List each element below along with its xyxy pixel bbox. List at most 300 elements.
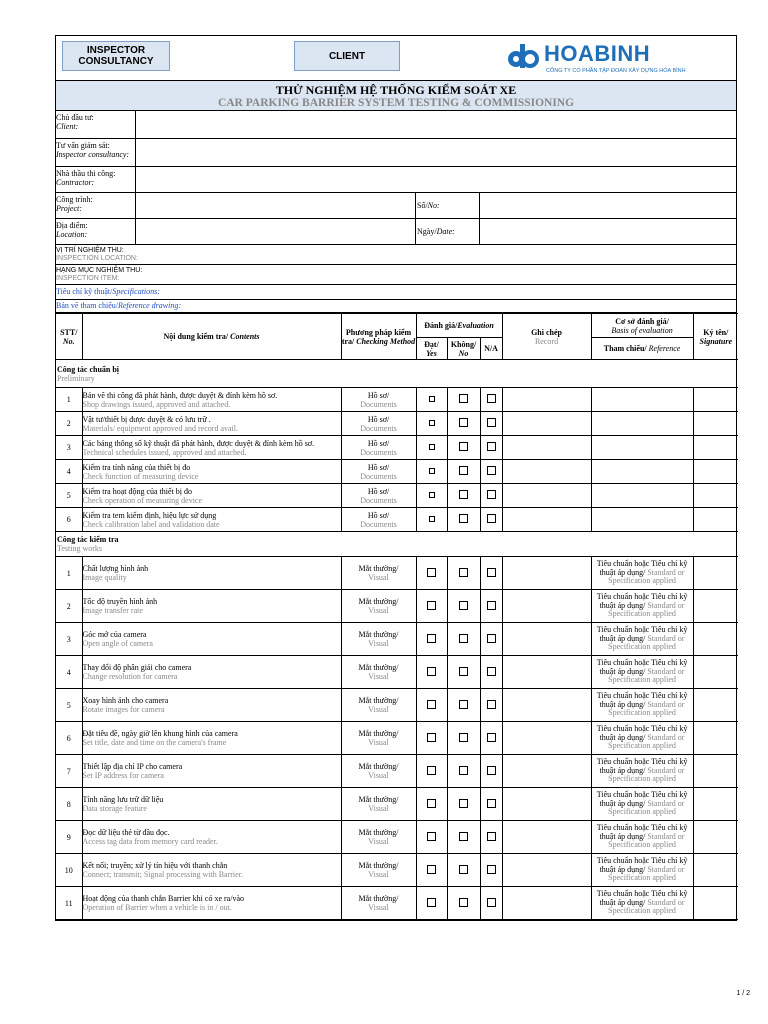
- yes-checkbox-cell: [416, 887, 447, 920]
- signature-vn: Ký tên/: [703, 327, 729, 337]
- reference-text: Tiêu chuẩn hoặc Tiêu chí kỹ thuật áp dụng/: [596, 691, 688, 709]
- section-preliminary: [56, 360, 738, 388]
- row-number: 3: [56, 436, 82, 460]
- form-header: [56, 36, 736, 81]
- yes-checkbox-cell: [416, 388, 447, 412]
- no-checkbox-cell: [447, 788, 480, 821]
- signature-cell[interactable]: [693, 508, 738, 532]
- reference-text: Tiêu chuẩn hoặc Tiêu chí kỹ thuật áp dụng/: [596, 790, 688, 808]
- no-checkbox-cell: [447, 821, 480, 854]
- reference-cell: [591, 460, 693, 484]
- no-checkbox-cell: [447, 854, 480, 887]
- row-number: 7: [56, 755, 82, 788]
- row-method-en: Visual: [368, 870, 389, 879]
- na-checkbox-cell: [480, 821, 502, 854]
- yes-checkbox-cell: [416, 557, 447, 590]
- no-checkbox[interactable]: [459, 766, 468, 775]
- row-content-vn: Tốc độ truyền hình ảnh: [82, 597, 158, 606]
- row-method-vn: Mắt thường/: [358, 828, 399, 837]
- no-checkbox-cell: [447, 590, 480, 623]
- signature-cell[interactable]: [693, 460, 738, 484]
- yes-checkbox[interactable]: [429, 516, 435, 522]
- record-cell[interactable]: [502, 484, 591, 508]
- row-content: [82, 590, 341, 623]
- row-number: 3: [56, 623, 82, 656]
- reference-cell: [591, 755, 693, 788]
- inspection-location-row: [56, 245, 736, 265]
- na-checkbox-cell: [480, 623, 502, 656]
- row-method-vn: Hồ sơ/: [367, 390, 390, 400]
- na-checkbox-cell: [480, 590, 502, 623]
- row-method-en: Visual: [368, 771, 389, 780]
- no-label-vn: Số/: [417, 201, 428, 210]
- specifications-label-en: Specifications:: [112, 287, 160, 296]
- row-method-vn: Hồ sơ/: [367, 486, 390, 496]
- na-checkbox[interactable]: [487, 898, 496, 907]
- na-checkbox[interactable]: [487, 766, 496, 775]
- no-checkbox-cell: [447, 436, 480, 460]
- row-content-en: Connect; transmit; Signal processing with Barrier.: [82, 870, 243, 879]
- no-checkbox[interactable]: [459, 442, 468, 451]
- no-checkbox-cell: [447, 508, 480, 532]
- row-method: [341, 412, 416, 436]
- row-content-en: Rotate images for camera: [82, 705, 165, 714]
- col-basis: [591, 314, 693, 338]
- section-testing: [56, 532, 738, 557]
- no-field[interactable]: [480, 193, 736, 218]
- row-number: 4: [56, 656, 82, 689]
- na-checkbox[interactable]: [487, 442, 496, 451]
- na-checkbox[interactable]: [487, 634, 496, 643]
- reference-text-en: Standard or Specification applied: [608, 600, 685, 619]
- record-cell[interactable]: [502, 460, 591, 484]
- na-checkbox[interactable]: [487, 832, 496, 841]
- row-number: 6: [56, 722, 82, 755]
- na-checkbox[interactable]: [487, 466, 496, 475]
- row-content-vn: Đặt tiêu đề, ngày giờ lên khung hình của camera: [82, 729, 238, 738]
- yes-en: Yes: [426, 348, 437, 358]
- reference-cell: [591, 788, 693, 821]
- page-number: 1 / 2: [736, 990, 750, 997]
- contractor-field[interactable]: [136, 167, 736, 192]
- no-checkbox[interactable]: [459, 799, 468, 808]
- signature-cell[interactable]: [693, 755, 738, 788]
- table-row: [56, 722, 738, 755]
- row-content-vn: Bản vẽ thi công đã phát hành, được duyệt & đính kèm hồ sơ.: [82, 390, 278, 400]
- table-row: [56, 557, 738, 590]
- yes-checkbox-cell: [416, 412, 447, 436]
- table-header-row: [56, 314, 738, 338]
- consultancy-label: Tư vấn giám sát:: [56, 141, 110, 150]
- section-testing-row: [56, 532, 738, 557]
- record-cell[interactable]: [502, 854, 591, 887]
- signature-cell[interactable]: [693, 557, 738, 590]
- na-checkbox-cell: [480, 788, 502, 821]
- row-method-vn: Hồ sơ/: [367, 414, 390, 424]
- row-content: [82, 388, 341, 412]
- reference-text: Tiêu chuẩn hoặc Tiêu chí kỹ thuật áp dụng/: [596, 856, 688, 874]
- yes-checkbox[interactable]: [427, 865, 436, 874]
- na-checkbox[interactable]: [487, 733, 496, 742]
- no-checkbox-cell: [447, 484, 480, 508]
- table-row: [56, 484, 738, 508]
- signature-cell[interactable]: [693, 388, 738, 412]
- no-checkbox-cell: [447, 722, 480, 755]
- yes-checkbox-cell: [416, 623, 447, 656]
- no-checkbox[interactable]: [459, 898, 468, 907]
- row-content: [82, 887, 341, 920]
- row-number: 10: [56, 854, 82, 887]
- reference-cell: [591, 557, 693, 590]
- client-box: CLIENT: [294, 41, 400, 71]
- yes-checkbox[interactable]: [427, 667, 436, 676]
- reference-drawing-label: Bản vẽ tham chiếu/: [56, 301, 118, 310]
- table-row: [56, 788, 738, 821]
- row-method-vn: Mắt thường/: [358, 663, 399, 672]
- location-row: [56, 219, 736, 245]
- row-content-en: Check operation of measuring device: [82, 495, 203, 505]
- reference-text-en: Standard or Specification applied: [608, 765, 685, 784]
- yes-checkbox[interactable]: [427, 832, 436, 841]
- row-content: [82, 656, 341, 689]
- na-checkbox[interactable]: [487, 667, 496, 676]
- signature-cell[interactable]: [693, 412, 738, 436]
- row-content-vn: Vật tư/thiết bị được duyệt & có lưu trữ .: [82, 414, 211, 424]
- table-row: [56, 412, 738, 436]
- na-checkbox[interactable]: [487, 601, 496, 610]
- contents-vn: Nội dung kiểm tra/: [163, 332, 229, 341]
- row-method-en: Documents: [360, 519, 397, 529]
- reference-text-en: Standard or Specification applied: [608, 732, 685, 751]
- row-method: [341, 436, 416, 460]
- row-method-en: Visual: [368, 705, 389, 714]
- na-checkbox[interactable]: [487, 568, 496, 577]
- client-field[interactable]: [136, 111, 736, 138]
- record-cell[interactable]: [502, 557, 591, 590]
- reference-cell: [591, 388, 693, 412]
- yes-checkbox-cell: [416, 821, 447, 854]
- table-row: [56, 460, 738, 484]
- row-content: [82, 755, 341, 788]
- col-method: [341, 314, 416, 360]
- date-label: [417, 227, 455, 236]
- yes-checkbox[interactable]: [427, 766, 436, 775]
- method-vn: Phương pháp kiểm tra/: [341, 327, 412, 346]
- logo-subtitle: CÔNG TY CỔ PHẦN TẬP ĐOÀN XÂY DỰNG HÒA BÌNH: [546, 68, 686, 74]
- yes-checkbox[interactable]: [427, 601, 436, 610]
- na-checkbox[interactable]: [487, 700, 496, 709]
- record-cell[interactable]: [502, 412, 591, 436]
- no-checkbox-cell: [447, 460, 480, 484]
- reference-text-en: Standard or Specification applied: [608, 798, 685, 817]
- row-number: 2: [56, 590, 82, 623]
- reference-cell: [591, 689, 693, 722]
- reference-text-en: Standard or Specification applied: [608, 699, 685, 718]
- row-number: 5: [56, 689, 82, 722]
- na-checkbox[interactable]: [487, 418, 496, 427]
- row-method-en: Documents: [360, 471, 397, 481]
- reference-cell: [591, 821, 693, 854]
- na-checkbox[interactable]: [487, 490, 496, 499]
- yes-checkbox[interactable]: [429, 396, 435, 402]
- specifications-row: [56, 285, 736, 300]
- reference-text: Tiêu chuẩn hoặc Tiêu chí kỹ thuật áp dụng/: [596, 625, 688, 643]
- row-content-en: Set title, date and time on the camera's frame: [82, 738, 227, 747]
- consultancy-label-en: Inspector consultancy:: [56, 150, 130, 159]
- na-checkbox[interactable]: [487, 394, 496, 403]
- table-row: [56, 755, 738, 788]
- stt-vn: STT/: [60, 327, 78, 337]
- yes-checkbox-cell: [416, 460, 447, 484]
- na-checkbox-cell: [480, 388, 502, 412]
- row-method-en: Documents: [360, 495, 397, 505]
- row-content-en: Access tag data from memory card reader.: [82, 837, 218, 846]
- reference-text: Tiêu chuẩn hoặc Tiêu chí kỹ thuật áp dụng/: [596, 757, 688, 775]
- date-field[interactable]: [480, 219, 736, 244]
- row-method: [341, 656, 416, 689]
- row-content: [82, 788, 341, 821]
- signature-cell[interactable]: [693, 656, 738, 689]
- row-method-vn: Hồ sơ/: [367, 462, 390, 472]
- row-content-en: Image quality: [82, 573, 127, 582]
- evaluation-vn: Đánh giá/: [424, 321, 458, 330]
- inspection-location-label: VỊ TRÍ NGHIỆM THU:: [56, 247, 124, 254]
- yes-checkbox[interactable]: [427, 634, 436, 643]
- row-method: [341, 722, 416, 755]
- yes-checkbox-cell: [416, 590, 447, 623]
- project-label: Công trình:: [56, 195, 93, 204]
- signature-cell[interactable]: [693, 854, 738, 887]
- row-method-en: Visual: [368, 804, 389, 813]
- row-content-en: Set IP address for camera: [82, 771, 164, 780]
- row-content-vn: Kiểm tra tem kiểm định, hiệu lực sử dụng: [82, 510, 217, 520]
- checklist-table: [56, 313, 738, 920]
- row-content-en: Materials/ equipment approved and record avail.: [82, 423, 238, 433]
- row-content: [82, 689, 341, 722]
- row-content-en: Shop drawings issued, approved and attached.: [82, 399, 231, 409]
- signature-cell[interactable]: [693, 689, 738, 722]
- signature-cell[interactable]: [693, 887, 738, 920]
- record-cell[interactable]: [502, 508, 591, 532]
- yes-checkbox[interactable]: [429, 468, 435, 474]
- record-cell[interactable]: [502, 887, 591, 920]
- reference-cell: [591, 590, 693, 623]
- row-number: 11: [56, 887, 82, 920]
- na-checkbox-cell: [480, 656, 502, 689]
- no-checkbox[interactable]: [459, 394, 468, 403]
- col-contents: [82, 314, 341, 360]
- row-method-vn: Mắt thường/: [358, 894, 399, 903]
- row-content-vn: Tính năng lưu trữ dữ liệu: [82, 795, 164, 804]
- yes-checkbox[interactable]: [427, 568, 436, 577]
- row-content-en: Open angle of camera: [82, 639, 153, 648]
- row-content: [82, 557, 341, 590]
- na-checkbox[interactable]: [487, 865, 496, 874]
- no-en: No: [458, 348, 469, 358]
- reference-text-en: Standard or Specification applied: [608, 633, 685, 652]
- reference-cell: [591, 484, 693, 508]
- no-checkbox[interactable]: [459, 733, 468, 742]
- table-row: [56, 436, 738, 460]
- table-row: [56, 689, 738, 722]
- contractor-row: [56, 167, 736, 193]
- basis-en: Basis of evaluation: [611, 325, 673, 335]
- no-checkbox[interactable]: [459, 634, 468, 643]
- form-sheet: [55, 35, 737, 921]
- na-checkbox-cell: [480, 887, 502, 920]
- signature-cell[interactable]: [693, 821, 738, 854]
- record-cell[interactable]: [502, 788, 591, 821]
- row-content: [82, 508, 341, 532]
- row-method: [341, 623, 416, 656]
- record-cell[interactable]: [502, 590, 591, 623]
- contents-en: Contents: [230, 332, 260, 341]
- row-number: 4: [56, 460, 82, 484]
- reference-text: Tiêu chuẩn hoặc Tiêu chí kỹ thuật áp dụng/: [596, 559, 688, 577]
- yes-checkbox[interactable]: [427, 733, 436, 742]
- row-method: [341, 854, 416, 887]
- no-checkbox-cell: [447, 755, 480, 788]
- na-checkbox-cell: [480, 755, 502, 788]
- stt-en: No.: [62, 336, 75, 346]
- yes-checkbox[interactable]: [429, 444, 435, 450]
- signature-cell[interactable]: [693, 722, 738, 755]
- date-label-en: Date:: [436, 227, 455, 236]
- project-row: [56, 193, 736, 219]
- reference-text: Tiêu chuẩn hoặc Tiêu chí kỹ thuật áp dụng/: [596, 724, 688, 742]
- row-content: [82, 436, 341, 460]
- row-method-en: Documents: [360, 399, 397, 409]
- signature-cell[interactable]: [693, 788, 738, 821]
- col-signature: [693, 314, 738, 360]
- hoabinh-logo: [506, 38, 736, 78]
- row-method: [341, 557, 416, 590]
- row-method-vn: Mắt thường/: [358, 729, 399, 738]
- yes-checkbox-cell: [416, 484, 447, 508]
- row-content-vn: Chất lượng hình ảnh: [82, 564, 149, 573]
- no-checkbox-cell: [447, 623, 480, 656]
- table-row: [56, 821, 738, 854]
- yes-checkbox[interactable]: [429, 420, 435, 426]
- record-en: Record: [534, 336, 559, 346]
- row-number: 5: [56, 484, 82, 508]
- row-method-en: Documents: [360, 447, 397, 457]
- row-method-vn: Mắt thường/: [358, 597, 399, 606]
- col-yes: [416, 338, 447, 360]
- record-cell[interactable]: [502, 436, 591, 460]
- record-cell[interactable]: [502, 722, 591, 755]
- na-checkbox[interactable]: [487, 799, 496, 808]
- table-row: [56, 656, 738, 689]
- reference-text-en: Standard or Specification applied: [608, 864, 685, 883]
- no-checkbox-cell: [447, 656, 480, 689]
- row-number: 8: [56, 788, 82, 821]
- row-method-en: Visual: [368, 606, 389, 615]
- no-checkbox[interactable]: [459, 700, 468, 709]
- col-reference: [591, 338, 693, 360]
- client-label-en: Client:: [56, 122, 79, 131]
- client-row: [56, 111, 736, 139]
- row-method-en: Visual: [368, 672, 389, 681]
- row-number: 2: [56, 412, 82, 436]
- consultancy-field[interactable]: [136, 139, 736, 166]
- na-checkbox-cell: [480, 689, 502, 722]
- signature-cell[interactable]: [693, 590, 738, 623]
- row-content-en: Operation of Barrier when a vehicle is in / out.: [82, 903, 232, 912]
- reference-cell: [591, 887, 693, 920]
- record-cell[interactable]: [502, 388, 591, 412]
- row-method-en: Visual: [368, 639, 389, 648]
- col-evaluation: [416, 314, 502, 338]
- yes-checkbox[interactable]: [427, 799, 436, 808]
- col-record: [502, 314, 591, 360]
- reference-cell: [591, 722, 693, 755]
- reference-text: Tiêu chuẩn hoặc Tiêu chí kỹ thuật áp dụng/: [596, 889, 688, 907]
- no-checkbox[interactable]: [459, 832, 468, 841]
- reference-cell: [591, 436, 693, 460]
- yes-checkbox[interactable]: [429, 492, 435, 498]
- row-method: [341, 460, 416, 484]
- record-cell[interactable]: [502, 821, 591, 854]
- yes-checkbox[interactable]: [427, 898, 436, 907]
- no-checkbox[interactable]: [459, 490, 468, 499]
- reference-text: Tiêu chuẩn hoặc Tiêu chí kỹ thuật áp dụng/: [596, 658, 688, 676]
- row-content-vn: Thay đổi độ phân giải cho camera: [82, 663, 192, 672]
- row-content: [82, 722, 341, 755]
- title-en: CAR PARKING BARRIER SYSTEM TESTING & COMMISSIONING: [217, 97, 575, 109]
- reference-drawing-row: [56, 300, 736, 313]
- no-checkbox[interactable]: [459, 514, 468, 523]
- reference-cell: [591, 623, 693, 656]
- record-cell[interactable]: [502, 656, 591, 689]
- row-content-vn: Góc mở của camera: [82, 630, 147, 639]
- yes-checkbox[interactable]: [427, 700, 436, 709]
- table-row: [56, 508, 738, 532]
- row-method: [341, 887, 416, 920]
- title-vn: THỬ NGHIỆM HỆ THỐNG KIỂM SOÁT XE: [275, 83, 517, 97]
- signature-cell[interactable]: [693, 623, 738, 656]
- na-checkbox-cell: [480, 722, 502, 755]
- basis-vn: Cơ sở đánh giá/: [615, 316, 669, 326]
- no-checkbox[interactable]: [459, 466, 468, 475]
- record-cell[interactable]: [502, 689, 591, 722]
- yes-checkbox-cell: [416, 689, 447, 722]
- record-cell[interactable]: [502, 623, 591, 656]
- record-vn: Ghi chép: [531, 327, 562, 337]
- na-checkbox[interactable]: [487, 514, 496, 523]
- row-number: 6: [56, 508, 82, 532]
- na-checkbox-cell: [480, 854, 502, 887]
- reference-cell: [591, 412, 693, 436]
- reference-cell: [591, 656, 693, 689]
- no-checkbox[interactable]: [459, 418, 468, 427]
- no-checkbox[interactable]: [459, 601, 468, 610]
- method-en: Checking Method: [356, 336, 416, 346]
- signature-cell[interactable]: [693, 484, 738, 508]
- consultancy-row: [56, 139, 736, 167]
- no-checkbox-cell: [447, 689, 480, 722]
- row-method: [341, 821, 416, 854]
- na-checkbox-cell: [480, 436, 502, 460]
- row-number: 9: [56, 821, 82, 854]
- record-cell[interactable]: [502, 755, 591, 788]
- signature-cell[interactable]: [693, 436, 738, 460]
- specifications-label: Tiêu chí kỹ thuật/: [56, 287, 113, 296]
- no-checkbox[interactable]: [459, 667, 468, 676]
- no-checkbox[interactable]: [459, 865, 468, 874]
- section-preliminary-en: Preliminary: [57, 373, 95, 383]
- no-checkbox[interactable]: [459, 568, 468, 577]
